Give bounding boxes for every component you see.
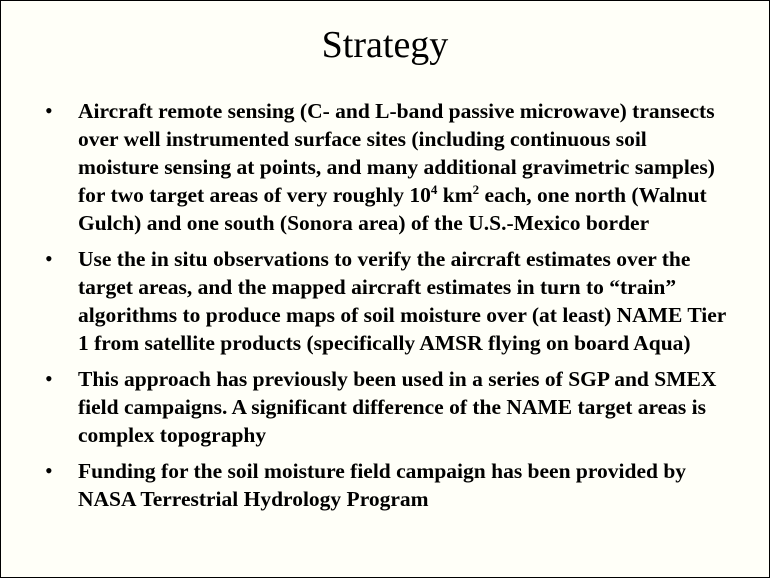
bullet-text: Aircraft remote sensing (C- and L-band passive microwave) transects over well instrumented surface sites (including continuous soil moisture sensing at points, and many additional gravimetric samples) for two target areas of very roughly 10 xyxy=(78,99,715,207)
bullet-text: each, one north (Walnut Gulch) and one south (Sonora area) of the U.S.-Mexico border xyxy=(78,183,707,235)
bullet-item-previous-campaigns xyxy=(1,365,728,449)
bullet-text: Funding for the soil moisture field campaign has been provided by NASA Terrestrial Hydrology Program xyxy=(78,459,687,511)
bullet-marker: • xyxy=(45,246,53,271)
superscript-exponent: 2 xyxy=(472,182,480,197)
bullet-marker: • xyxy=(45,366,53,391)
superscript-exponent: 4 xyxy=(430,182,438,197)
bullet-text: km xyxy=(437,183,473,207)
bullet-marker: • xyxy=(45,98,53,123)
bullet-list xyxy=(1,97,769,521)
bullet-item-funding xyxy=(1,457,728,513)
bullet-item-aircraft-sensing xyxy=(1,97,728,237)
bullet-item-in-situ xyxy=(1,245,728,357)
slide-title: Strategy xyxy=(321,24,449,66)
bullet-text: Use the in situ observations to verify the aircraft estimates over the target areas, and the mapped aircraft estimates in turn to “train” algorithms to produce maps of soil moisture over (at least) NAME Tier 1 from satellite products (specifically AMSR flying on board Aqua) xyxy=(78,247,726,355)
bullet-marker: • xyxy=(45,458,53,483)
bullet-text: This approach has previously been used in a series of SGP and SMEX field campaigns. A significant difference of the NAME target areas is complex topography xyxy=(78,367,717,447)
